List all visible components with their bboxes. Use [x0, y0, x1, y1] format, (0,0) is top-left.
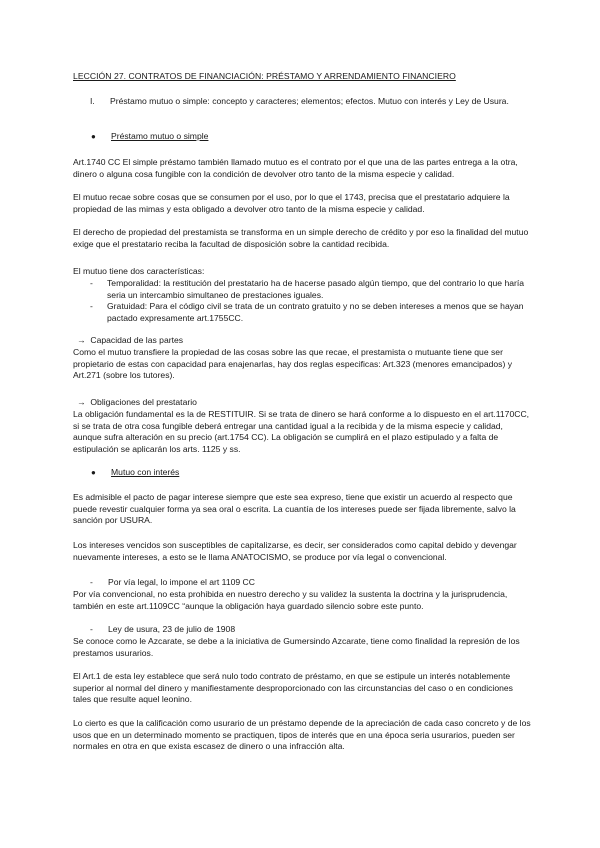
item-via-legal	[90, 577, 550, 589]
list-item-temporalidad	[90, 278, 530, 301]
paragraph-derecho-propiedad: El derecho de propiedad del prestamista se transforma en un simple derecho de crédito y por eso la finalidad del mutuo exige que el prestatario reciba la facultad de disposición sobre la cantidad recibida.	[73, 227, 529, 249]
list-item-text: Gratuidad: Para el código civil se trata de un contrato gratuito y no se deben intereses a menos que se hayan pactado expresamente art.1755CC.	[107, 301, 524, 323]
arrow-icon: →	[77, 335, 86, 345]
bullet-heading-text: Mutuo con interés	[111, 467, 180, 477]
lesson-title: LECCIÓN 27. CONTRATOS DE FINANCIACIÓN: PRÉSTAMO Y ARRENDAMIENTO FINANCIERO	[73, 71, 456, 81]
item-text: Ley de usura, 23 de julio de 1908	[108, 624, 236, 634]
list-item-text: Temporalidad: la restitución del prestatario ha de hacerse pasado algún tiempo, que del contrario lo que haría seria un intercambio simultaneo de prestaciones iguales.	[107, 278, 525, 300]
heading-text: Obligaciones del prestatario	[90, 397, 197, 407]
paragraph-calificacion: Lo cierto es que la calificación como usurario de un préstamo depende de la apreciación de cada caso concreto y de los usos que en un determinado momento se practiquen, tipos de interés que en una época seria usurarios, pueden ser normales en otra en que exista escasez de dinero o una infracción alta.	[73, 718, 531, 752]
paragraph-mutuo-cosas: El mutuo recae sobre cosas que se consumen por el uso, por lo que el 1743, precisa que el prestatario adquiere la propiedad de las mimas y esta obligado a devolver otro tanto de la misma especie y calidad.	[73, 192, 510, 214]
paragraph-art1740: Art.1740 CC El simple préstamo también llamado mutuo es el contrato por el que una de las partes entrega a la otra, dinero o alguna cosa fungible con la condición de devolver otro tanto de la misma especie y calidad.	[73, 157, 518, 179]
paragraph-azcarate: Se conoce como le Azcarate, se debe a la iniciativa de Gumersindo Azcarate, tiene como finalidad la represión de los prestamos usurarios.	[73, 636, 520, 658]
section-title: Préstamo mutuo o simple: concepto y caracteres; elementos; efectos. Mutuo con interés y Ley de Usura.	[110, 96, 509, 106]
paragraph-art1-ley: El Art.1 de esta ley establece que será nulo todo contrato de préstamo, en que se estipule un interés notablemente superior al normal del dinero y manifiestamente desproporcionado con las circunstancias del caso o en condiciones tales que resulte aquel leonino.	[73, 671, 513, 705]
bullet-heading-prestamo	[91, 131, 551, 143]
dash-marker: -	[90, 577, 93, 587]
paragraph-pacto-intereses: Es admisible el pacto de pagar interese siempre que este sea expreso, tiene que existir un acuerdo al respecto que puede revestir cualquier forma ya sea oral o escrita. La cuantía de los intereses puede ser fijada libremente, salvo la sanción por USURA.	[73, 492, 516, 526]
paragraph-capacidad: Como el mutuo transfiere la propiedad de las cosas sobre las que recae, el prestamista o mutuante tiene que ser propietario de estas con capacidad para enajenarlas, hay dos reglas especificas: Art.323 (menores emancipados) y Art.271 (sobre los tutores).	[73, 347, 513, 381]
item-ley-usura	[90, 624, 550, 636]
paragraph-caracteristicas: El mutuo tiene dos características:	[73, 266, 205, 276]
paragraph-anatocismo: Los intereses vencidos son susceptibles de capitalizarse, es decir, ser considerados como capital debido y devengar nuevamente intereses, a esto se le llama ANATOCISMO, se produce por vía legal o convencional.	[73, 540, 517, 562]
item-text: Por vía legal, lo impone el art 1109 CC	[108, 577, 255, 587]
paragraph-obligaciones: La obligación fundamental es la de RESTITUIR. Si se trata de dinero se hará conforme a lo dispuesto en el art.1170CC, si se trata de otra cosa fungible deberá entregar una cantidad igual a la recibida y de la misma especie y calidad, aunque sufra alteración en su precio (art.1754 CC). La obligación se cumplirá en el plazo estipulado y a falta de estipulación se aplicarán los arts. 1125 y ss.	[73, 409, 530, 454]
bullet-heading-text: Préstamo mutuo o simple	[111, 131, 209, 141]
heading-capacidad	[77, 335, 537, 347]
dash-marker: -	[90, 624, 93, 634]
paragraph-via-convencional: Por vía convencional, no esta prohibida en nuestro derecho y su validez la sustenta la doctrina y la jurisprudencia, también en este art.1109CC “aunque la obligación haya guardado silencio sobre este punto.	[73, 589, 508, 611]
bullet-heading-interes	[91, 467, 551, 479]
dash-marker: -	[90, 301, 93, 311]
heading-obligaciones	[77, 397, 537, 409]
bullet-icon: ●	[91, 468, 96, 477]
dash-marker: -	[90, 278, 93, 288]
section-heading-1	[90, 96, 550, 108]
arrow-icon: →	[77, 397, 86, 407]
list-item-gratuidad	[90, 301, 530, 324]
heading-text: Capacidad de las partes	[90, 335, 184, 345]
section-number: I.	[90, 96, 95, 106]
bullet-icon: ●	[91, 132, 96, 141]
